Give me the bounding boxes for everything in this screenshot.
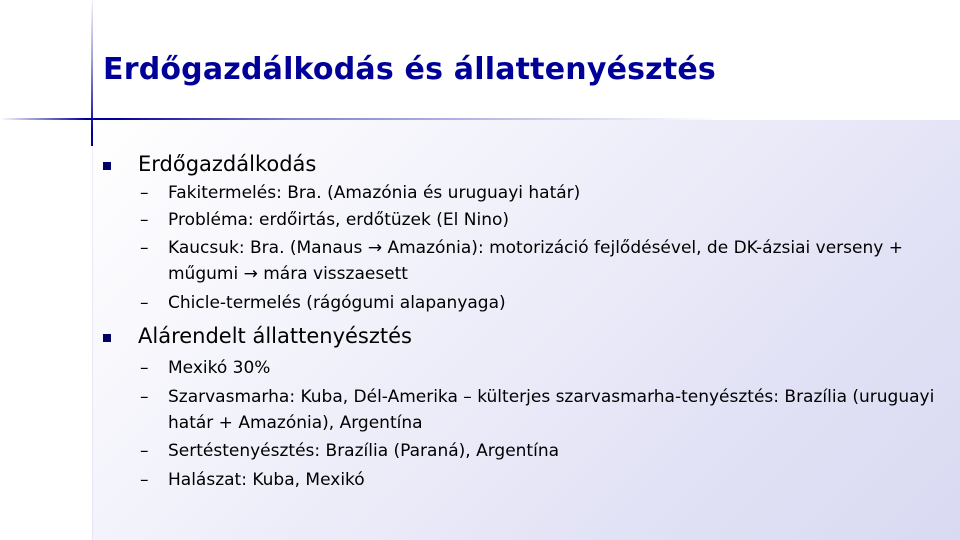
- square-bullet-icon: [103, 162, 111, 170]
- list-item-text: Mexikó 30%: [168, 358, 271, 378]
- vertical-accent-line: [91, 0, 93, 146]
- list-item-text: Kaucsuk: Bra. (Manaus → Amazónia): motorizáció fejlődésével, de DK-ázsiai verseny + műgumi → mára visszaesett: [168, 238, 903, 284]
- list-item: [140, 467, 950, 493]
- dash-bullet: –: [140, 293, 149, 313]
- dash-bullet: –: [140, 358, 149, 378]
- dash-bullet: –: [140, 210, 149, 230]
- list-item-text: Sertéstenyésztés: Brazília (Paraná), Argentína: [168, 441, 560, 461]
- dash-bullet: –: [140, 387, 149, 407]
- dash-bullet: –: [140, 238, 149, 258]
- square-bullet-icon: [103, 334, 111, 342]
- dash-bullet: –: [140, 441, 149, 461]
- list-item-text: Probléma: erdőirtás, erdőtüzek (El Nino): [168, 210, 510, 230]
- list-item-text: Szarvasmarha: Kuba, Dél-Amerika – külterjes szarvasmarha-tenyésztés: Brazília (uruguayi határ + Amazónia), Argentína: [168, 387, 935, 433]
- list-item: [140, 290, 950, 316]
- list-item: [140, 384, 950, 436]
- list-item-text: Fakitermelés: Bra. (Amazónia és uruguayi határ): [168, 183, 581, 203]
- list-item: [140, 207, 950, 233]
- slide-title: Erdőgazdálkodás és állattenyésztés: [103, 52, 716, 87]
- list-item: [140, 235, 950, 287]
- list-item: [140, 438, 950, 464]
- section-heading: Erdőgazdálkodás: [138, 152, 317, 176]
- list-item: [140, 180, 950, 206]
- list-item-text: Halászat: Kuba, Mexikó: [168, 470, 365, 490]
- section-heading: Alárendelt állattenyésztés: [138, 324, 412, 348]
- dash-bullet: –: [140, 470, 149, 490]
- list-item: [140, 355, 950, 381]
- list-item-text: Chicle-termelés (rágógumi alapanyaga): [168, 293, 506, 313]
- dash-bullet: –: [140, 183, 149, 203]
- title-underline: [0, 118, 960, 120]
